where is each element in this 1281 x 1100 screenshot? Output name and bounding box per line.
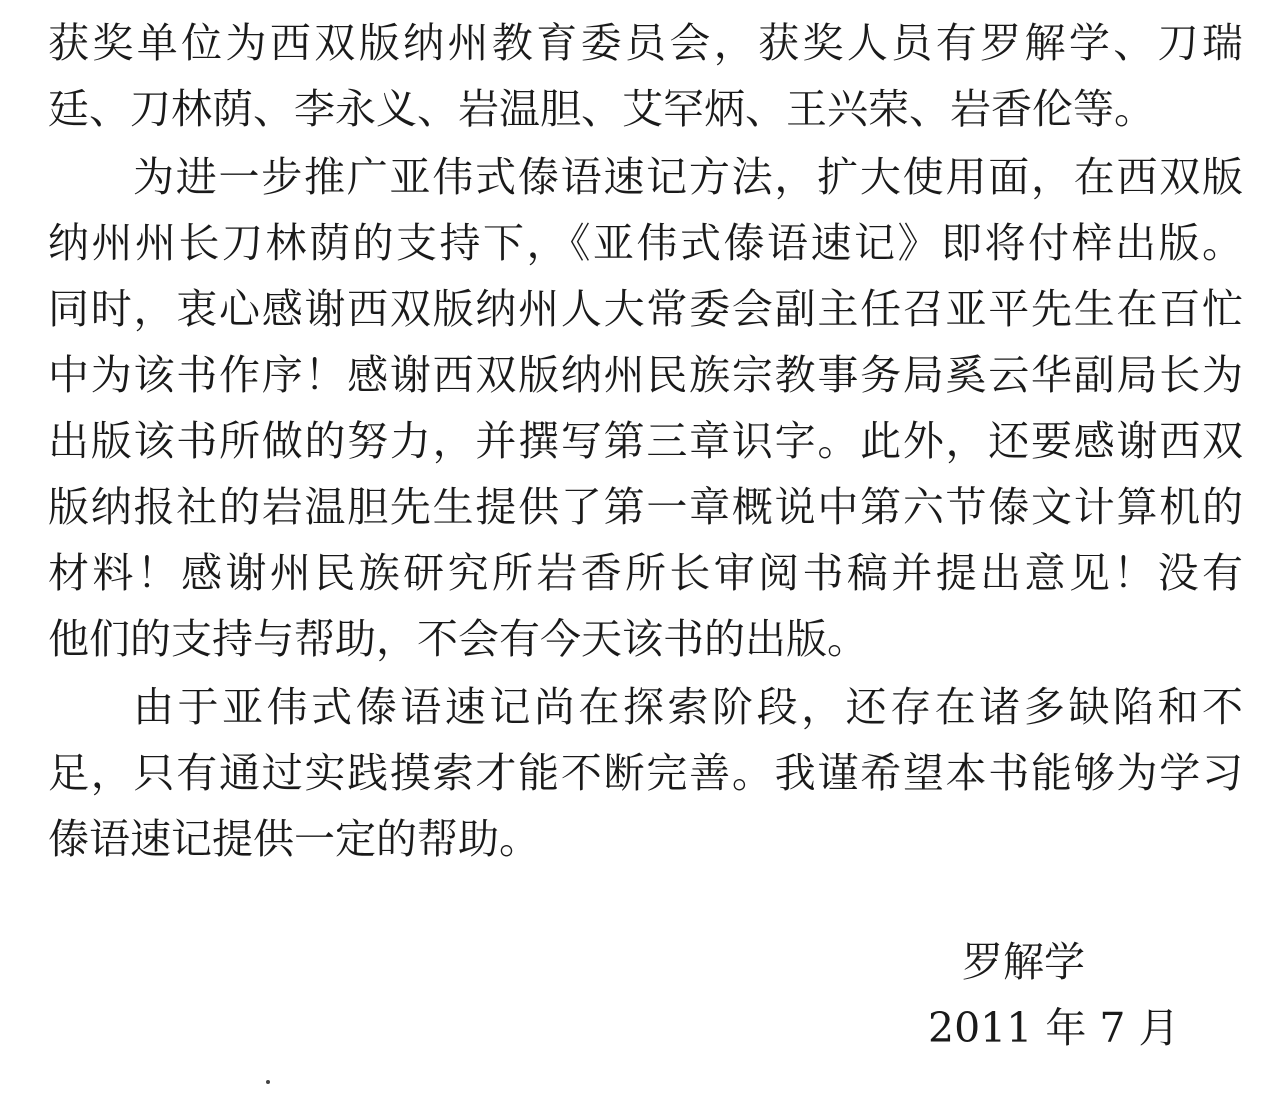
signature-author: 罗解学	[962, 938, 1085, 986]
paragraph-3-line-1: 由于亚伟式傣语速记尚在探索阶段，还存在诸多缺陷和不	[133, 683, 1243, 731]
paragraph-2-line-7: 材料！感谢州民族研究所岩香所长审阅书稿并提出意见！没有	[48, 549, 1243, 597]
paragraph-2-line-2: 纳州州长刀林荫的支持下，《亚伟式傣语速记》即将付梓出版。	[48, 219, 1243, 267]
paragraph-2-line-8: 他们的支持与帮助，不会有今天该书的出版。	[48, 615, 868, 663]
paragraph-2-line-3: 同时，衷心感谢西双版纳州人大常委会副主任召亚平先生在百忙	[48, 285, 1243, 333]
signature-date: 2011 年 7 月	[928, 1004, 1180, 1052]
paragraph-1-line-2: 廷、刀林荫、李永义、岩温胆、艾罕炳、王兴荣、岩香伦等。	[48, 85, 1155, 133]
paragraph-3-line-3: 傣语速记提供一定的帮助。	[48, 815, 540, 863]
paragraph-2-line-4: 中为该书作序！感谢西双版纳州民族宗教事务局奚云华副局长为	[48, 351, 1243, 399]
scan-speck	[266, 1080, 270, 1084]
paragraph-2-line-6: 版纳报社的岩温胆先生提供了第一章概说中第六节傣文计算机的	[48, 483, 1243, 531]
paragraph-3-line-2: 足，只有通过实践摸索才能不断完善。我谨希望本书能够为学习	[48, 749, 1243, 797]
paragraph-2-line-5: 出版该书所做的努力，并撰写第三章识字。此外，还要感谢西双	[48, 417, 1243, 465]
paragraph-1-line-1: 获奖单位为西双版纳州教育委员会，获奖人员有罗解学、刀瑞	[48, 19, 1243, 67]
paragraph-2-line-1: 为进一步推广亚伟式傣语速记方法，扩大使用面，在西双版	[133, 153, 1243, 201]
